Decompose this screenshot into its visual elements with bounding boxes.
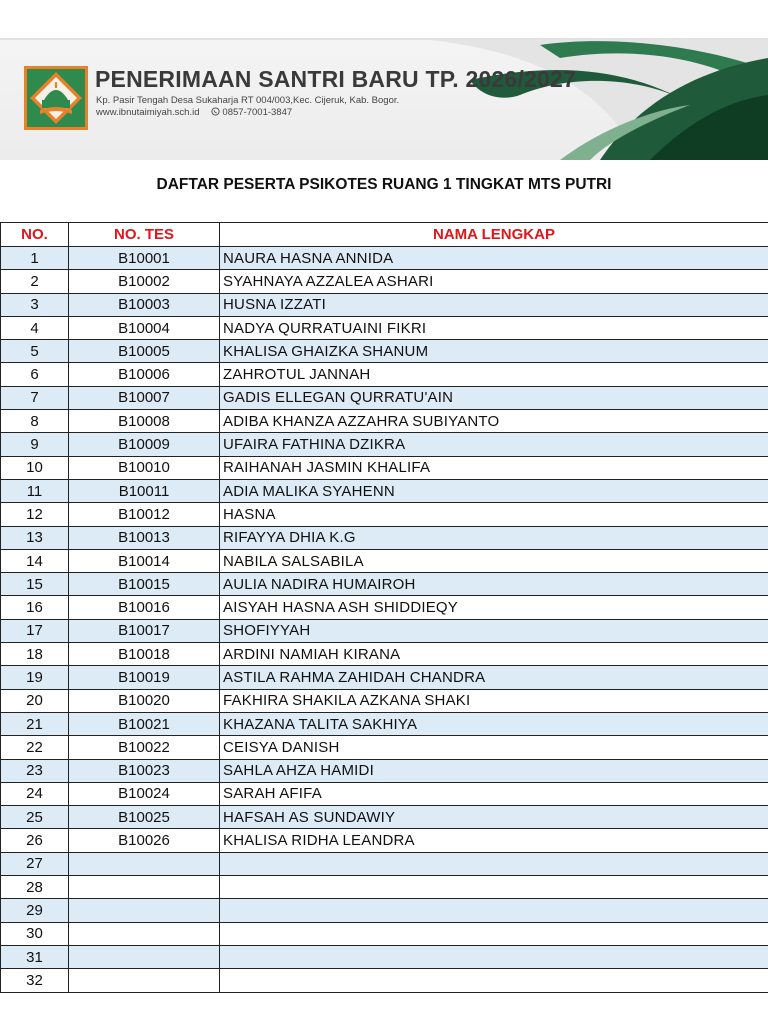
full-name-cell: AISYAH HASNA ASH SHIDDIEQY — [220, 596, 768, 619]
row-number-cell: 14 — [1, 549, 69, 572]
full-name-cell: SYAHNAYA AZZALEA ASHARI — [220, 270, 768, 293]
test-number-cell: B10013 — [69, 526, 220, 549]
test-number-cell: B10003 — [69, 293, 220, 316]
test-number-cell — [69, 876, 220, 899]
full-name-cell: KHAZANA TALITA SAKHIYA — [220, 712, 768, 735]
test-number-cell: B10025 — [69, 806, 220, 829]
full-name-cell — [220, 969, 768, 992]
whatsapp-icon — [211, 107, 220, 116]
table-row — [1, 969, 768, 992]
test-number-cell: B10023 — [69, 759, 220, 782]
test-number-cell: B10004 — [69, 316, 220, 339]
row-number-cell: 2 — [1, 270, 69, 293]
row-number-cell: 17 — [1, 619, 69, 642]
table-row — [1, 666, 768, 689]
full-name-cell: ARDINI NAMIAH KIRANA — [220, 643, 768, 666]
row-number-cell: 26 — [1, 829, 69, 852]
banner-title: PENERIMAAN SANTRI BARU TP. 2026/2027 — [95, 66, 576, 92]
full-name-cell: NABILA SALSABILA — [220, 549, 768, 572]
row-number-cell: 21 — [1, 712, 69, 735]
table-row — [1, 247, 768, 270]
table-header-row — [1, 223, 768, 247]
full-name-cell: CEISYA DANISH — [220, 736, 768, 759]
full-name-cell: RAIHANAH JASMIN KHALIFA — [220, 456, 768, 479]
table-row — [1, 340, 768, 363]
participants-table — [0, 222, 768, 993]
banner-address: Kp. Pasir Tengah Desa Sukaharja RT 004/003,Kec. Cijeruk, Kab. Bogor. — [96, 95, 400, 106]
test-number-cell: B10017 — [69, 619, 220, 642]
full-name-cell: UFAIRA FATHINA DZIKRA — [220, 433, 768, 456]
table-row — [1, 619, 768, 642]
row-number-cell: 12 — [1, 503, 69, 526]
test-number-cell: B10019 — [69, 666, 220, 689]
row-number-cell: 1 — [1, 247, 69, 270]
test-number-cell — [69, 945, 220, 968]
test-number-cell: B10008 — [69, 410, 220, 433]
column-header-full-name: NAMA LENGKAP — [220, 223, 768, 247]
test-number-cell — [69, 969, 220, 992]
test-number-cell: B10016 — [69, 596, 220, 619]
test-number-cell: B10010 — [69, 456, 220, 479]
full-name-cell: HUSNA IZZATI — [220, 293, 768, 316]
table-row — [1, 549, 768, 572]
test-number-cell: B10006 — [69, 363, 220, 386]
header-banner — [0, 38, 768, 160]
row-number-cell: 6 — [1, 363, 69, 386]
full-name-cell: RIFAYYA DHIA K.G — [220, 526, 768, 549]
full-name-cell: KHALISA RIDHA LEANDRA — [220, 829, 768, 852]
table-row — [1, 899, 768, 922]
row-number-cell: 27 — [1, 852, 69, 875]
table-row — [1, 689, 768, 712]
row-number-cell: 9 — [1, 433, 69, 456]
row-number-cell: 15 — [1, 573, 69, 596]
table-row — [1, 852, 768, 875]
test-number-cell: B10001 — [69, 247, 220, 270]
row-number-cell: 24 — [1, 782, 69, 805]
table-row — [1, 270, 768, 293]
test-number-cell: B10007 — [69, 386, 220, 409]
test-number-cell: B10009 — [69, 433, 220, 456]
full-name-cell: GADIS ELLEGAN QURRATU'AIN — [220, 386, 768, 409]
row-number-cell: 25 — [1, 806, 69, 829]
table-row — [1, 782, 768, 805]
full-name-cell: ADIBA KHANZA AZZAHRA SUBIYANTO — [220, 410, 768, 433]
test-number-cell: B10015 — [69, 573, 220, 596]
full-name-cell: SHOFIYYAH — [220, 619, 768, 642]
table-row — [1, 759, 768, 782]
row-number-cell: 23 — [1, 759, 69, 782]
row-number-cell: 13 — [1, 526, 69, 549]
full-name-cell — [220, 899, 768, 922]
test-number-cell — [69, 852, 220, 875]
full-name-cell: FAKHIRA SHAKILA AZKANA SHAKI — [220, 689, 768, 712]
test-number-cell — [69, 899, 220, 922]
row-number-cell: 7 — [1, 386, 69, 409]
test-number-cell: B10022 — [69, 736, 220, 759]
full-name-cell: KHALISA GHAIZKA SHANUM — [220, 340, 768, 363]
table-row — [1, 410, 768, 433]
full-name-cell — [220, 945, 768, 968]
full-name-cell — [220, 876, 768, 899]
table-row — [1, 363, 768, 386]
row-number-cell: 20 — [1, 689, 69, 712]
test-number-cell: B10020 — [69, 689, 220, 712]
row-number-cell: 29 — [1, 899, 69, 922]
test-number-cell: B10012 — [69, 503, 220, 526]
full-name-cell — [220, 922, 768, 945]
table-row — [1, 316, 768, 339]
table-row — [1, 503, 768, 526]
table-row — [1, 596, 768, 619]
table-row — [1, 712, 768, 735]
full-name-cell: SARAH AFIFA — [220, 782, 768, 805]
table-row — [1, 456, 768, 479]
table-row — [1, 643, 768, 666]
full-name-cell: NAURA HASNA ANNIDA — [220, 247, 768, 270]
table-row — [1, 293, 768, 316]
row-number-cell: 11 — [1, 479, 69, 502]
website-link[interactable]: www.ibnutaimiyah.sch.id — [96, 107, 200, 118]
test-number-cell: B10005 — [69, 340, 220, 363]
row-number-cell: 16 — [1, 596, 69, 619]
column-header-test-number: NO. TES — [69, 223, 220, 247]
row-number-cell: 4 — [1, 316, 69, 339]
test-number-cell: B10018 — [69, 643, 220, 666]
table-row — [1, 573, 768, 596]
row-number-cell: 28 — [1, 876, 69, 899]
test-number-cell: B10026 — [69, 829, 220, 852]
test-number-cell: B10021 — [69, 712, 220, 735]
full-name-cell — [220, 852, 768, 875]
row-number-cell: 8 — [1, 410, 69, 433]
full-name-cell: HASNA — [220, 503, 768, 526]
full-name-cell: NADYA QURRATUAINI FIKRI — [220, 316, 768, 339]
table-row — [1, 386, 768, 409]
row-number-cell: 19 — [1, 666, 69, 689]
table-row — [1, 922, 768, 945]
table-row — [1, 479, 768, 502]
mosque-emblem-icon — [24, 66, 88, 130]
row-number-cell: 32 — [1, 969, 69, 992]
row-number-cell: 3 — [1, 293, 69, 316]
row-number-cell: 18 — [1, 643, 69, 666]
document-title: DAFTAR PESERTA PSIKOTES RUANG 1 TINGKAT MTS PUTRI — [156, 176, 612, 193]
banner-contact — [96, 107, 292, 118]
table-row — [1, 829, 768, 852]
table-row — [1, 526, 768, 549]
test-number-cell: B10014 — [69, 549, 220, 572]
row-number-cell: 5 — [1, 340, 69, 363]
row-number-cell: 30 — [1, 922, 69, 945]
column-header-no: NO. — [1, 223, 69, 247]
table-row — [1, 945, 768, 968]
table-row — [1, 433, 768, 456]
full-name-cell: ADIA MALIKA SYAHENN — [220, 479, 768, 502]
full-name-cell: ASTILA RAHMA ZAHIDAH CHANDRA — [220, 666, 768, 689]
table-body — [1, 247, 768, 993]
table-row — [1, 876, 768, 899]
full-name-cell: SAHLA AHZA HAMIDI — [220, 759, 768, 782]
test-number-cell: B10002 — [69, 270, 220, 293]
test-number-cell: B10011 — [69, 479, 220, 502]
test-number-cell: B10024 — [69, 782, 220, 805]
table-row — [1, 736, 768, 759]
full-name-cell: AULIA NADIRA HUMAIROH — [220, 573, 768, 596]
row-number-cell: 22 — [1, 736, 69, 759]
full-name-cell: ZAHROTUL JANNAH — [220, 363, 768, 386]
row-number-cell: 31 — [1, 945, 69, 968]
row-number-cell: 10 — [1, 456, 69, 479]
test-number-cell — [69, 922, 220, 945]
full-name-cell: HAFSAH AS SUNDAWIY — [220, 806, 768, 829]
phone-number: 0857-7001-3847 — [222, 107, 293, 118]
table-row — [1, 806, 768, 829]
